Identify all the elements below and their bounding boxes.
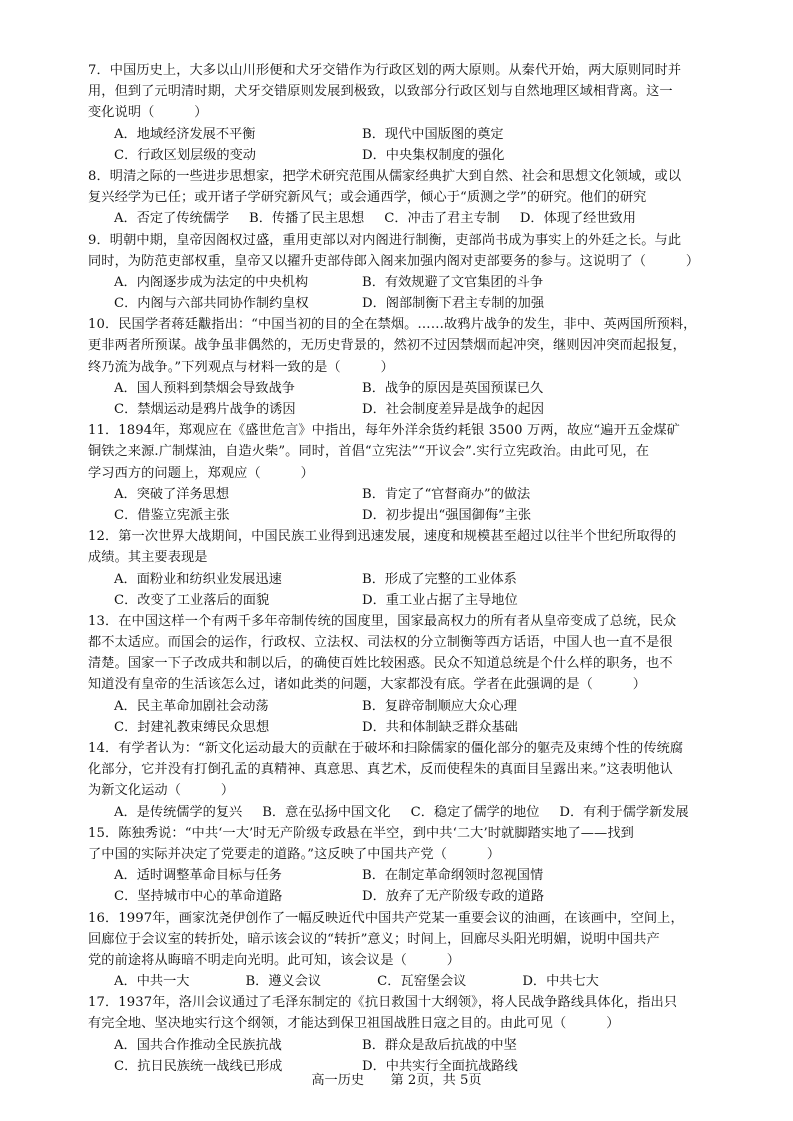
question-8-stem-line-2: 复兴经学为已任；或开诸子学研究新风气；或会通西学，倾心于“质测之学”的研究。他们的研究 [88, 190, 647, 206]
question-list [88, 60, 708, 1077]
question-13-option-a: A．民主革命加剧社会动荡 [114, 698, 269, 714]
question-16-options-row [88, 971, 708, 992]
question-11-stem-line-2: 铜铁之来源.广制煤油，自造火柴”。同时，首倡“立宪法”“开议会”.实行立宪政治。由此可见，在 [88, 444, 650, 460]
question-10-option-a: A．国人预料到禁烟会导致战争 [114, 380, 295, 396]
question-17-options-row-1 [88, 1035, 708, 1056]
question-9-option-a: A．内阁逐步成为法定的中央机构 [114, 274, 309, 290]
question-12-options-row-2 [88, 590, 708, 611]
question-16-option-a: A．中共一大 [114, 974, 190, 990]
question-10 [88, 314, 708, 420]
question-7 [88, 60, 708, 166]
question-14-option-d: D．有利于儒学新发展 [559, 804, 689, 820]
question-7-option-b: B．现代中国版图的奠定 [362, 126, 504, 142]
question-10-options-row-2 [88, 399, 708, 420]
question-13-stem-line-2: 都不太适应。而国会的运作，行政权、立法权、司法权的分立制衡等西方话语，中国人也一直不是很 [88, 635, 673, 651]
question-9-option-d: D．阁部制衡下君主专制的加强 [362, 296, 545, 312]
question-8-options-row [88, 208, 708, 229]
question-17-option-a: A．国共合作推动全民族抗战 [114, 1037, 282, 1053]
question-10-stem-line-3: 终乃流为战争。”下列观点与材料一致的是（ ） [88, 359, 394, 375]
question-16 [88, 908, 708, 993]
question-14-stem-line-1: 14．有学者认为：“新文化运动最大的贡献在于破坏和扫除儒家的僵化部分的躯壳及束缚个性的传统腐 [88, 741, 684, 756]
question-15-stem-line-1: 15．陈独秀说：“中共‘一大’时无产阶级专政悬在半空，到中共‘二大’时就脚踏实地了——找到 [88, 825, 634, 841]
question-17-stem-line-2: 有完全地、坚决地实行这个纲领，才能达到保卫祖国战胜日寇之目的。由此可见（ ） [88, 1016, 620, 1032]
question-10-stem-line-1: 10．民国学者蒋廷黻指出：“中国当初的目的全在禁烟。……故鸦片战争的发生，非中、英两国所预料， [88, 317, 697, 333]
question-16-option-b: B．遵义会议 [245, 974, 322, 990]
question-12-option-a: A．面粉业和纺织业发展迅速 [114, 571, 282, 587]
question-15-stem-line-2: 了中国的实际并决定了党要走的道路。”这反映了中国共产党（ ） [88, 846, 501, 862]
question-11-option-d: D．初步提出“强国御侮”主张 [362, 507, 532, 523]
question-14-stem-line-2: 化部分，它并没有打倒孔孟的真精神、真意思、真艺术，反而使程朱的真面目呈露出来。”这表明他认 [88, 762, 673, 778]
question-11-options-row-2 [88, 505, 708, 526]
question-12-options-row-1 [88, 569, 708, 590]
question-17-stem-line-1: 17．1937年，洛川会议通过了毛泽东制定的《抗日救国十大纲领》，将人民战争路线具体化，指出只 [88, 995, 678, 1011]
question-15-option-a: A．适时调整革命目标与任务 [114, 868, 282, 884]
question-15-option-b: B．在制定革命纲领时忽视国情 [362, 868, 544, 884]
question-11-option-c: C．借鉴立宪派主张 [114, 507, 230, 523]
question-9-options-row-1 [88, 272, 708, 293]
question-13-options-row-2 [88, 717, 708, 738]
question-7-options-row-2 [88, 145, 708, 166]
question-12-stem-line-1: 12．第一次世界大战期间，中国民族工业得到迅速发展，速度和规模甚至超过以往半个世纪所取得的 [88, 529, 677, 545]
question-8 [88, 166, 708, 230]
question-12 [88, 526, 708, 611]
question-7-stem-line-2: 用，但到了元明清时期，犬牙交错原则发展到极致，以致部分行政区划与自然地理区域相背离。这一 [88, 84, 673, 100]
question-9-option-b: B．有效规避了文官集团的斗争 [362, 274, 544, 290]
question-15-option-d: D．放弃了无产阶级专政的道路 [362, 889, 545, 905]
question-13-stem-line-4: 知道没有皇帝的生活该怎么过，诸如此类的问题，大家都没有底。学者在此强调的是（ ） [88, 677, 647, 693]
question-7-stem-line-1: 7．中国历史上，大多以山川形便和犬牙交错作为行政区划的两大原则。从秦代开始，两大原则同时并 [88, 63, 682, 78]
question-15-option-c: C．坚持城市中心的革命道路 [114, 889, 283, 905]
question-9 [88, 230, 708, 315]
question-16-stem-line-3: 党的前途将从晦暗不明走向光明。此可知，该会议是（ ） [88, 952, 461, 968]
question-10-option-d: D．社会制度差异是战争的起因 [362, 402, 545, 417]
question-13-option-d: D．共和体制缺乏群众基础 [362, 719, 518, 735]
question-11-stem-line-1: 11．1894年，郑观应在《盛世危言》中指出，每年外洋余货约耗银 3500 万两，故应“遍开五金煤矿 [88, 423, 680, 439]
question-16-option-d: D．中共七大 [522, 974, 599, 990]
question-10-options-row-1 [88, 378, 708, 399]
question-16-stem-line-1: 16．1997年，画家沈尧伊创作了一幅反映近代中国共产党某一重要会议的油画，在该画中，空间上， [88, 910, 684, 926]
question-8-option-a: A．否定了传统儒学 [114, 211, 230, 227]
question-8-option-d: D．体现了经世致用 [519, 211, 636, 227]
question-10-option-b: B．战争的原因是英国预谋已久 [362, 380, 544, 396]
question-9-stem-line-2: 同时，为防范吏部权重，皇帝又以擢升吏部侍郎入阁来加强内阁对吏部要务的参与。这说明了（ ） [88, 253, 700, 269]
question-16-option-c: C．瓦窑堡会议 [377, 974, 467, 990]
question-12-stem-line-2: 成绩。其主要表现是 [88, 550, 208, 566]
question-13-option-c: C．封建礼教束缚民众思想 [114, 719, 270, 735]
question-11-stem-line-3: 学习西方的问题上，郑观应（ ） [88, 465, 314, 481]
question-14-option-c: C．稳定了儒学的地位 [410, 804, 540, 820]
question-11-option-b: B．肯定了“官督商办”的做法 [362, 486, 531, 502]
question-11-option-a: A．突破了洋务思想 [114, 486, 230, 502]
question-10-option-c: C．禁烟运动是鸦片战争的诱因 [114, 402, 296, 417]
question-9-options-row-2 [88, 293, 708, 314]
question-15 [88, 823, 708, 908]
question-7-stem-line-3: 变化说明（ ） [88, 105, 208, 121]
question-7-option-d: D．中央集权制度的强化 [362, 147, 505, 163]
page-footer: 高一历史 第 2页，共 5页 [311, 1073, 482, 1088]
question-14 [88, 738, 708, 823]
question-17-option-c: C．抗日民族统一战线已形成 [114, 1058, 283, 1074]
question-15-options-row-2 [88, 886, 708, 907]
question-8-option-b: B．传播了民主思想 [249, 211, 365, 227]
question-13-option-b: B．复辟帝制顺应大众心理 [362, 698, 517, 714]
question-13-options-row-1 [88, 696, 708, 717]
question-15-options-row-1 [88, 865, 708, 886]
question-16-stem-line-2: 回廊位于会议室的转折处，暗示该会议的“转折”意义；时间上，回廊尽头阳光明媚，说明中国共产 [88, 931, 660, 947]
question-13 [88, 611, 708, 738]
question-8-stem-line-1: 8．明清之际的一些进步思想家，把学术研究范围从儒家经典扩大到自然、社会和思想文化领域，或以 [88, 168, 682, 184]
question-11 [88, 420, 708, 526]
question-9-option-c: C．内阁与六部共同协作制约皇权 [114, 296, 309, 312]
question-13-stem-line-3: 清楚。国家一下子改成共和制以后，的确使百姓比较困惑。民众不知道总统是个什么样的职务，也不 [88, 656, 673, 672]
question-14-options-row [88, 802, 708, 823]
question-11-options-row-1 [88, 484, 708, 505]
question-12-option-c: C．改变了工业落后的面貌 [114, 592, 270, 608]
question-17-option-b: B．群众是敌后抗战的中坚 [362, 1037, 517, 1053]
question-12-option-d: D．重工业占据了主导地位 [362, 592, 518, 608]
question-9-stem-line-1: 9．明朝中期，皇帝因阁权过盛，重用吏部以对内阁进行制衡，吏部尚书成为事实上的外廷之长。与此 [88, 232, 682, 248]
question-7-options-row-1 [88, 124, 708, 145]
question-14-stem-line-3: 为新文化运动（ ） [88, 783, 235, 799]
question-8-option-c: C．冲击了君主专制 [384, 211, 500, 227]
question-7-option-a: A．地域经济发展不平衡 [114, 126, 256, 142]
question-13-stem-line-1: 13．在中国这样一个有两千多年帝制传统的国度里，国家最高权力的所有者从皇帝变成了总统，民众 [88, 613, 677, 629]
question-17-option-d: D．中共实行全面抗战路线 [362, 1058, 518, 1074]
question-7-option-c: C．行政区划层级的变动 [114, 147, 256, 163]
question-10-stem-line-2: 更非两者所预谋。战争虽非偶然的，无历史背景的，然初不过因禁烟而起冲突，继则因冲突而起报复， [88, 338, 686, 354]
question-17 [88, 992, 708, 1077]
question-14-option-b: B．意在弘扬中国文化 [262, 804, 391, 820]
question-14-option-a: A．是传统儒学的复兴 [114, 804, 243, 820]
question-12-option-b: B．形成了完整的工业体系 [362, 571, 517, 587]
